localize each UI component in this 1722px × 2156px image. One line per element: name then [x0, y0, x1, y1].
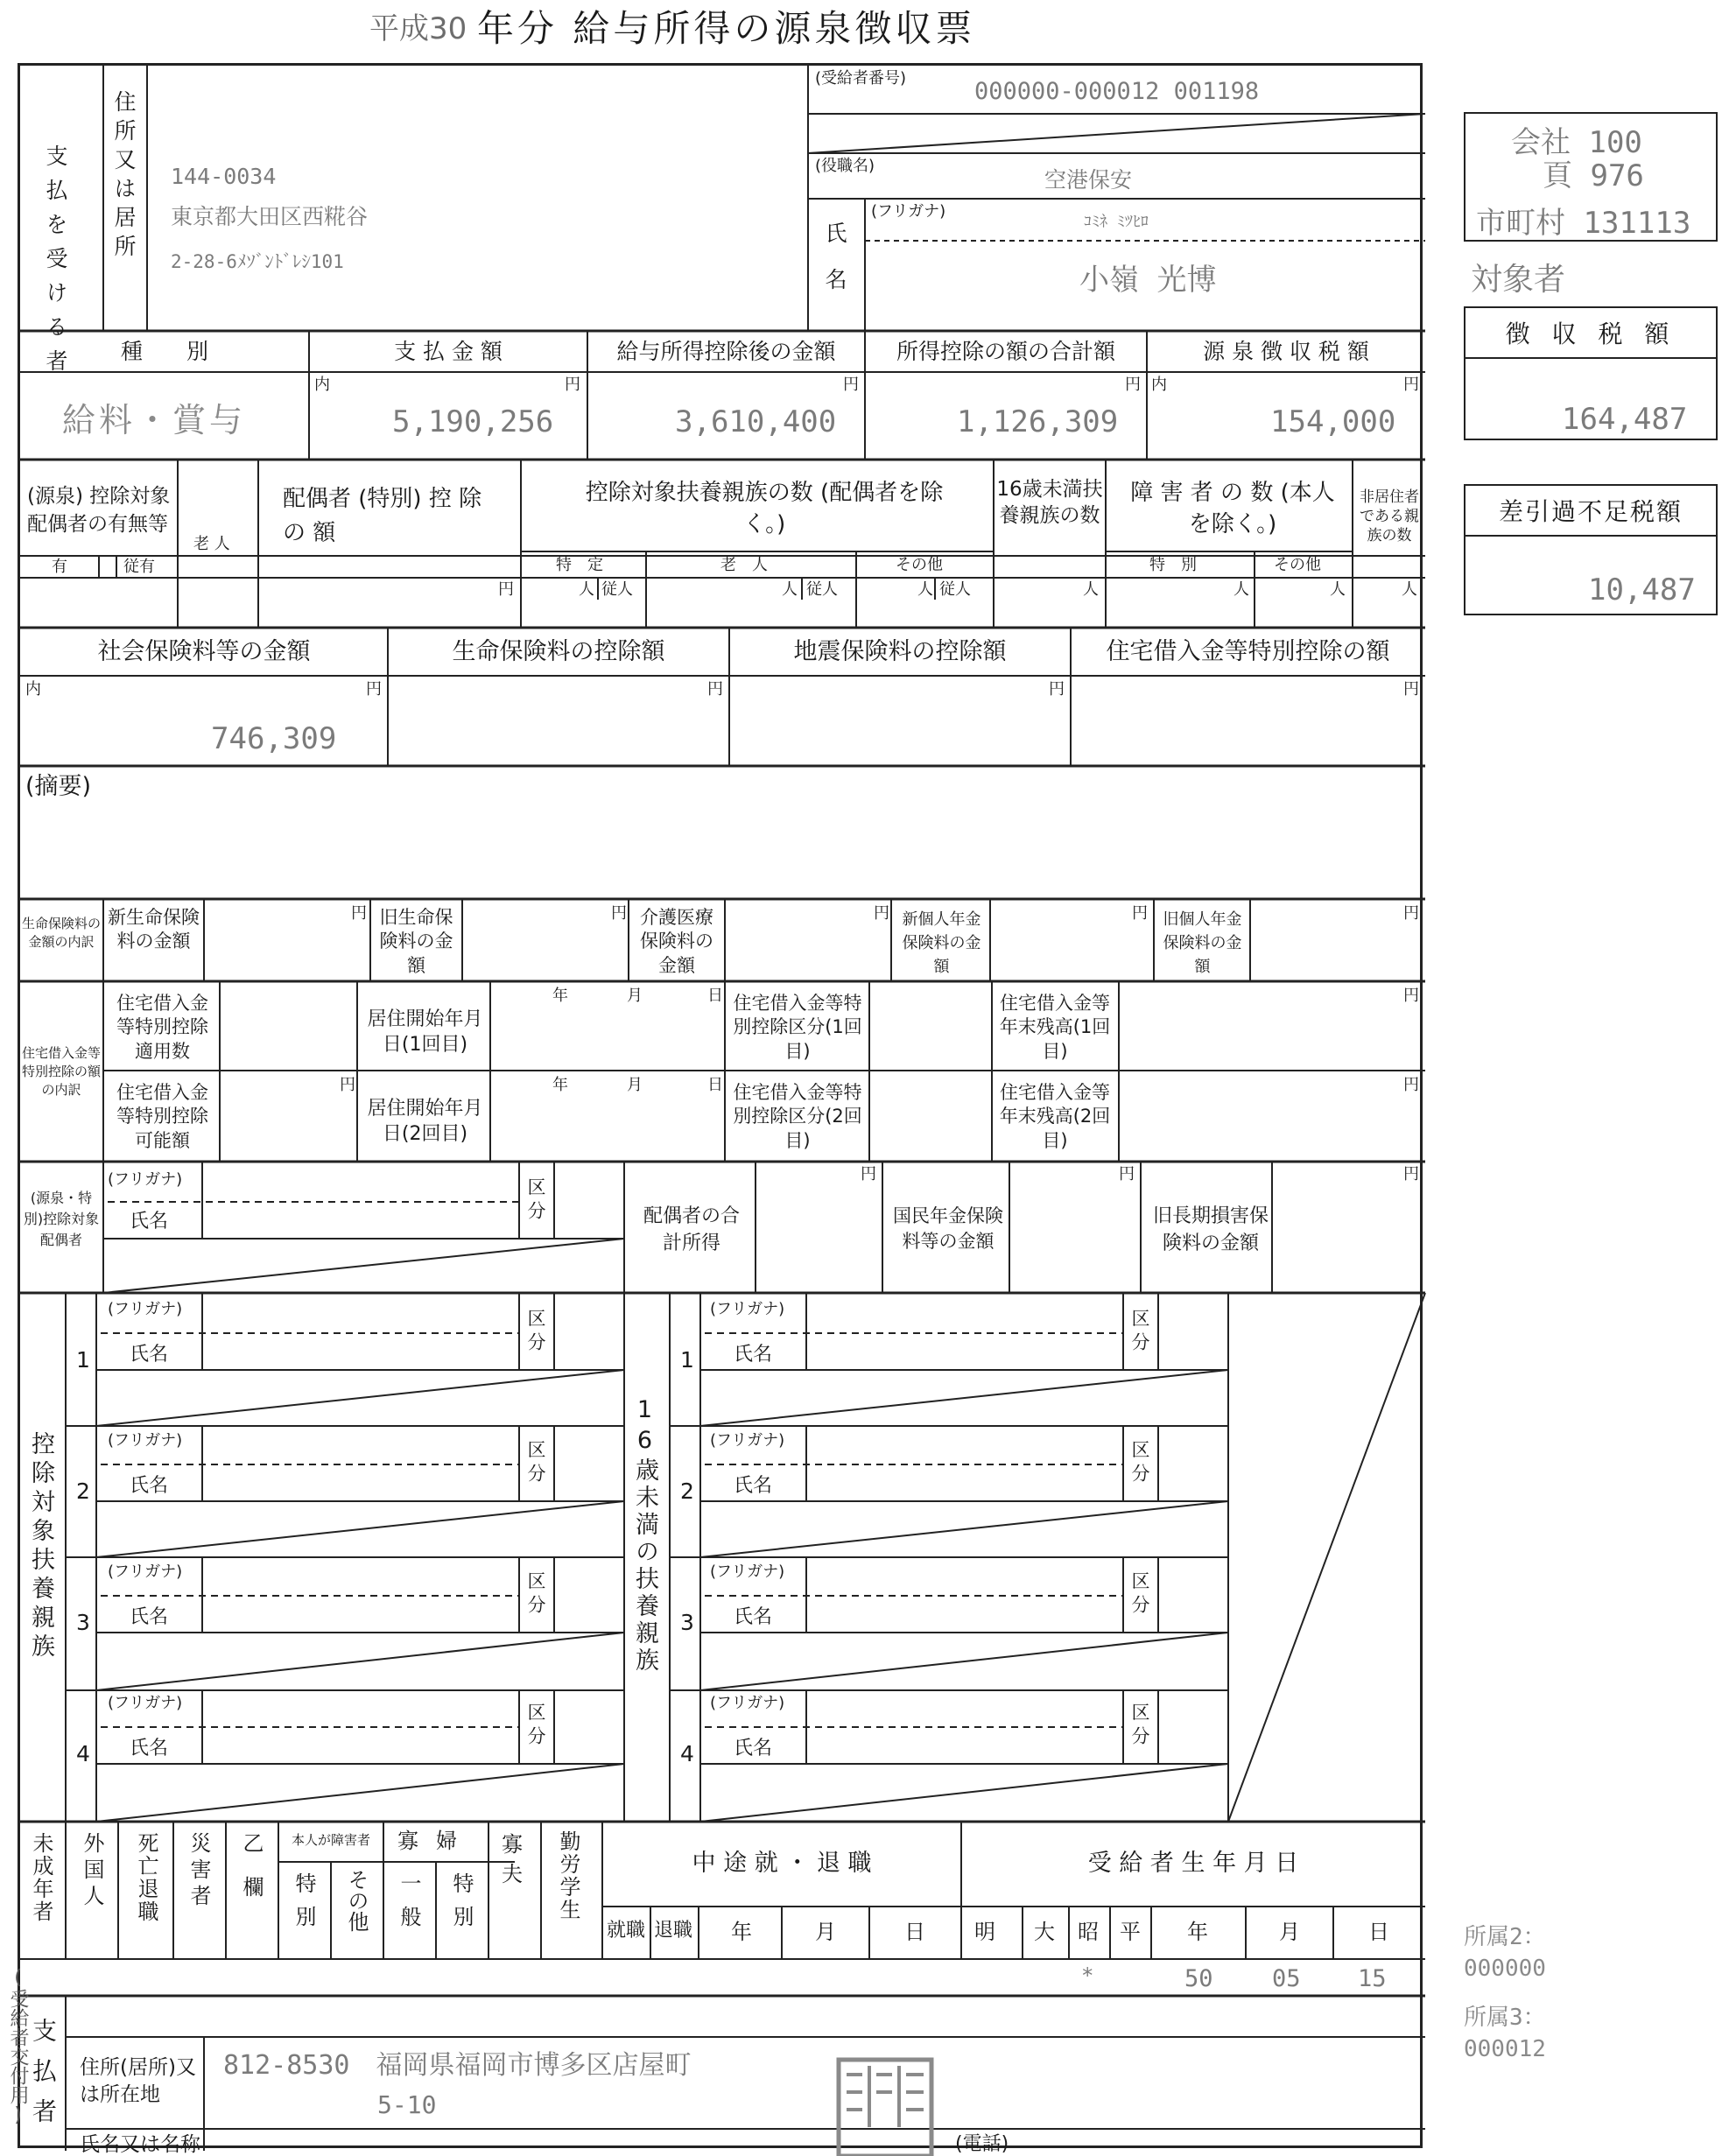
dependent-left-num-3: 3	[76, 1610, 90, 1635]
amount-payment-yen: 円	[565, 376, 580, 394]
status-disabled-head: 本人が障害者	[291, 1832, 370, 1848]
dependent-right-furigana-1: (フリガナ)	[710, 1300, 785, 1318]
status-widow-special: 特別	[449, 1872, 474, 1939]
status-midway-month: 月	[815, 1920, 836, 1944]
housing-month2: 月	[627, 1076, 643, 1094]
insurance-social-yen: 円	[366, 680, 382, 699]
side-dept2-value: 000000	[1464, 1956, 1546, 1982]
insurance-header-earthquake: 地震保険料の控除額	[793, 638, 1007, 665]
amount-after-yen: 円	[843, 376, 859, 394]
payer-label: 支払者	[29, 2018, 58, 2138]
status-birth-showa: 昭	[1078, 1920, 1099, 1944]
dependents-specific-follower: 従人	[601, 580, 633, 599]
payer-name-label: 氏名又は名称	[80, 2133, 200, 2156]
payer-phone-label: (電話)	[955, 2133, 1009, 2155]
status-birth: 受 給 者 生 年 月 日	[1087, 1850, 1299, 1877]
recipient-postal: 144-0034	[171, 164, 277, 189]
status-birth-day: 15	[1358, 1965, 1387, 1992]
status-birth-month-label: 月	[1279, 1920, 1300, 1944]
dependent-left-name-3: 氏名	[130, 1606, 169, 1628]
housing-breakdown-label: 住宅借入金等特別控除の額の内訳	[22, 1045, 102, 1098]
disabled-other-person: 人	[1330, 580, 1346, 599]
disabled-special-person: 人	[1234, 580, 1249, 599]
side-dept3-label: 所属3：	[1464, 2005, 1546, 2031]
status-otsu: 乙欄	[239, 1832, 264, 1920]
amount-header-withholding: 源 泉 徴 収 税 額	[1203, 339, 1369, 364]
status-midway-join: 就職	[607, 1920, 646, 1942]
insurance-header-social: 社会保険料等の金額	[97, 638, 311, 665]
status-widower: 寡夫	[502, 1832, 523, 1886]
status-midway-day: 日	[904, 1920, 925, 1944]
insurance-header-housing: 住宅借入金等特別控除の額	[1106, 638, 1390, 665]
life-breakdown-label: 生命保険料の金額の内訳	[22, 916, 102, 950]
spouse-deduction-yen: 円	[498, 580, 514, 599]
side-tax-label: 徴 収 税 額	[1465, 308, 1716, 359]
life-old-life-yen: 円	[611, 904, 627, 923]
dependent-left-name-1: 氏名	[130, 1344, 169, 1366]
side-code-page: 頁 976	[1543, 158, 1644, 193]
dependent-left-furigana-1: (フリガナ)	[108, 1300, 183, 1318]
dependent-right-kubun-1: 区分	[1129, 1309, 1150, 1356]
spouse-income-label: 配偶者の合計所得	[643, 1205, 741, 1254]
amount-withholding-value: 154,000	[1270, 404, 1396, 439]
payer-address-line1: 812-8530 福岡県福岡市博多区店屋町	[223, 2050, 692, 2081]
form-grid-lines	[20, 66, 1425, 2151]
status-birth-month: 05	[1272, 1965, 1301, 1992]
insurance-life-yen: 円	[707, 680, 723, 699]
dependent-right-num-2: 2	[680, 1478, 694, 1504]
dependents-old-person: 人	[782, 580, 798, 599]
housing-balance1-label: 住宅借入金等年末残高(1回目)	[999, 993, 1111, 1062]
dependent-left-kubun-1: 区分	[525, 1309, 546, 1356]
dependent-left-furigana-4: (フリガナ)	[108, 1694, 183, 1712]
status-birth-heisei: 平	[1120, 1920, 1141, 1944]
dependent-left-num-2: 2	[76, 1478, 90, 1504]
spouse-pension-label: 国民年金保険料等の金額	[893, 1205, 1003, 1253]
side-dept3-value: 000012	[1464, 2036, 1546, 2062]
life-item-new-life: 新生命保険料の金額	[108, 907, 200, 952]
side-code-company: 会社 100	[1511, 125, 1642, 160]
dependents-other-label: その他	[896, 556, 943, 574]
status-foreigner: 外国人	[80, 1832, 104, 1911]
housing-balance2-label: 住宅借入金等年末残高(2回目)	[999, 1082, 1111, 1151]
recipient-name-label: 氏名	[822, 221, 847, 314]
spouse-block-label: (源泉・特別)控除対象配偶者	[23, 1190, 100, 1248]
withholding-form	[7, 63, 1423, 2156]
status-midway: 中 途 就 ・ 退 職	[692, 1850, 872, 1877]
amount-payment-value: 5,190,256	[392, 404, 554, 439]
life-old-pension-yen: 円	[1403, 904, 1419, 923]
housing-start1-label: 居住開始年月日(1回目)	[367, 1008, 483, 1056]
spouse-kubun-label: 区分	[525, 1177, 546, 1225]
status-disabled-special: 特別	[292, 1872, 316, 1939]
spouse-old-insurance-yen: 円	[1403, 1165, 1419, 1183]
side-diff-box	[1464, 484, 1718, 615]
spouse-name-label: 氏名	[130, 1211, 169, 1233]
life-item-new-pension: 新個人年金保険料の金額	[902, 910, 981, 976]
amount-withholding-uchi: 内	[1151, 376, 1167, 394]
disabled-special-label: 特 別	[1149, 556, 1197, 574]
dependent-right-kubun-2: 区分	[1129, 1440, 1150, 1487]
dependent-right-name-1: 氏名	[734, 1344, 773, 1366]
amount-total-yen: 円	[1125, 376, 1141, 394]
side-target-label: 対象者	[1471, 262, 1566, 298]
recipient-furigana-label: (フリガナ)	[871, 202, 946, 221]
spouse-old-insurance-label: 旧長期損害保険料の金額	[1152, 1205, 1269, 1254]
status-birth-taisho: 大	[1034, 1920, 1055, 1944]
side-tax-box	[1464, 306, 1718, 440]
remarks-label: (摘要)	[25, 773, 92, 800]
dependent-right-name-2: 氏名	[734, 1475, 773, 1497]
housing-kubun1-label: 住宅借入金等特別控除区分(1回目)	[733, 993, 862, 1062]
spouse-furigana-label: (フリガナ)	[108, 1170, 183, 1189]
recipient-number: 000000-000012 001198	[974, 78, 1260, 105]
recipient-address-line2: 2-28-6ﾒｿﾞﾝﾄﾞﾚｼ101	[171, 251, 344, 272]
status-disaster: 災害者	[186, 1832, 211, 1911]
dependent-left-furigana-3: (フリガナ)	[108, 1563, 183, 1581]
spouse-yes-label: 有	[52, 558, 67, 576]
nonresident-person: 人	[1402, 580, 1417, 599]
spouse-jyu-label: 従有	[123, 558, 155, 576]
dependent-right-name-3: 氏名	[734, 1606, 773, 1628]
spouse-pension-yen: 円	[1119, 1165, 1135, 1183]
side-code-municipality: 市町村 131113	[1476, 206, 1691, 241]
dependents-other-follower: 従人	[939, 580, 971, 599]
dependent-left-name-2: 氏名	[130, 1475, 169, 1497]
recipient-address-line1: 東京都大田区西糀谷	[171, 204, 369, 229]
life-care-yen: 円	[874, 904, 889, 923]
side-diff-value: 10,487	[1588, 572, 1696, 607]
housing-applied-label: 住宅借入金等特別控除適用数	[116, 993, 208, 1062]
dependents-old-label: 老 人	[720, 556, 768, 574]
status-birth-year: 50	[1184, 1965, 1213, 1992]
housing-month1: 月	[627, 987, 643, 1005]
housing-year2: 年	[552, 1076, 568, 1094]
spouse-income-yen: 円	[861, 1165, 876, 1183]
dependent-left-kubun-3: 区分	[525, 1571, 546, 1619]
recipient-section-label: 支払を受ける者	[43, 144, 68, 383]
payer-side-text: (受給者交付用)	[7, 1967, 29, 2126]
status-birth-meiji: 明	[974, 1920, 995, 1944]
dependents-other-person: 人	[917, 580, 933, 599]
payer-address-line2: 5-10	[377, 2090, 437, 2119]
amount-header-after-deduction: 給与所得控除後の金額	[616, 339, 836, 364]
recipient-address-label: 住所又は居所	[111, 90, 137, 263]
side-tax-value: 164,487	[1562, 402, 1688, 437]
housing-balance2-yen: 円	[1403, 1076, 1419, 1094]
housing-day2: 日	[707, 1076, 723, 1094]
life-new-life-yen: 円	[351, 904, 367, 923]
title-era: 平成30	[369, 11, 467, 46]
life-item-care: 介護医療保険料の金額	[640, 907, 713, 976]
dependents-specific-label: 特 定	[556, 556, 603, 574]
under16-block-label: 16歳未満の扶養親族	[631, 1396, 658, 1675]
recipient-name-value: 小嶺 光博	[1079, 263, 1217, 298]
life-item-old-life: 旧生命保険料の金額	[379, 907, 453, 976]
insurance-header-life: 生命保険料の控除額	[452, 638, 665, 665]
housing-year1: 年	[552, 987, 568, 1005]
housing-kubun2-label: 住宅借入金等特別控除区分(2回目)	[733, 1082, 862, 1151]
housing-start2-label: 居住開始年月日(2回目)	[367, 1098, 483, 1145]
amount-header-type: 種 別	[120, 339, 208, 364]
status-minor: 未成年者	[29, 1832, 53, 1923]
dependent-right-kubun-4: 区分	[1129, 1703, 1150, 1750]
amount-withholding-yen: 円	[1403, 376, 1419, 394]
life-item-old-pension: 旧個人年金保険料の金額	[1163, 910, 1242, 976]
dependent-left-kubun-4: 区分	[525, 1703, 546, 1750]
housing-day1: 日	[707, 987, 723, 1005]
dependent-right-name-4: 氏名	[734, 1738, 773, 1759]
dependents-block-label: 控除対象扶養親族	[27, 1431, 54, 1662]
side-diff-label: 差引過不足税額	[1465, 486, 1716, 537]
spouse-existence-label: (源泉) 控除対象配偶者の有無等	[27, 485, 171, 537]
payer-company-seal	[836, 2057, 934, 2127]
dependents-specific-person: 人	[579, 580, 594, 599]
housing-possible-label: 住宅借入金等特別控除可能額	[116, 1082, 208, 1151]
status-birth-day-label: 日	[1368, 1920, 1389, 1944]
payer-address-label: 住所(居所)又は所在地	[80, 2056, 196, 2107]
amount-header-total-deductions: 所得控除の額の合計額	[896, 339, 1115, 364]
status-disabled-other: その他	[344, 1869, 369, 1932]
recipient-number-label: (受給者番号)	[815, 69, 907, 88]
insurance-social-uchi: 内	[25, 680, 41, 699]
dependent-right-furigana-3: (フリガナ)	[710, 1563, 785, 1581]
housing-balance1-yen: 円	[1403, 987, 1419, 1005]
nonresident-label: 非居住者である親族の数	[1360, 488, 1419, 545]
life-new-pension-yen: 円	[1132, 904, 1148, 923]
under16-count-label: 16歳未満扶養親族の数	[996, 478, 1103, 527]
status-midway-leave: 退職	[654, 1920, 693, 1942]
status-widow-general: 一般	[397, 1872, 421, 1939]
dependent-right-furigana-4: (フリガナ)	[710, 1694, 785, 1712]
status-midway-year: 年	[731, 1920, 752, 1944]
dependents-old-follower: 従人	[806, 580, 838, 599]
dependent-left-num-1: 1	[76, 1347, 90, 1373]
insurance-earthquake-yen: 円	[1049, 680, 1065, 699]
recipient-title-value: 空港保安	[1044, 167, 1133, 193]
recipient-title-label: (役職名)	[815, 157, 875, 175]
insurance-social-value: 746,309	[211, 721, 337, 756]
amount-after-deduction-value: 3,610,400	[675, 404, 837, 439]
dependent-right-kubun-3: 区分	[1129, 1571, 1150, 1619]
amount-payment-uchi: 内	[314, 376, 330, 394]
dependents-count-label: 控除対象扶養親族の数 (配偶者を除く。)	[585, 480, 944, 538]
recipient-furigana-value: ｺﾐﾈ ﾐﾂﾋﾛ	[1084, 213, 1149, 231]
dependent-right-furigana-2: (フリガナ)	[710, 1431, 785, 1450]
status-working-student: 勤労学生	[556, 1830, 580, 1921]
dependent-left-name-4: 氏名	[130, 1738, 169, 1759]
disabled-count-label: 障 害 者 の 数 (本人を除く。)	[1130, 480, 1335, 538]
spouse-elderly-label: 老 人	[193, 535, 230, 553]
side-dept2-label: 所属2：	[1464, 1924, 1546, 1950]
amount-type-value: 給料・賞与	[62, 401, 247, 439]
dependent-right-num-3: 3	[680, 1610, 694, 1635]
dependent-left-kubun-2: 区分	[525, 1440, 546, 1487]
status-widow-head: 寡婦	[397, 1829, 474, 1853]
housing-possible-yen: 円	[340, 1076, 355, 1094]
under16-person: 人	[1083, 580, 1099, 599]
disabled-other-label: その他	[1274, 556, 1321, 574]
amount-header-payment: 支 払 金 額	[394, 339, 503, 364]
status-birth-star: *	[1081, 1963, 1094, 1988]
spouse-deduction-label: 配偶者 (特別) 控 除 の 額	[283, 486, 482, 546]
status-death-retirement: 死亡退職	[134, 1832, 158, 1923]
dependent-right-num-4: 4	[680, 1741, 694, 1766]
amount-total-deductions-value: 1,126,309	[957, 404, 1119, 439]
side-code-box	[1464, 112, 1718, 242]
insurance-housing-yen: 円	[1403, 680, 1419, 699]
dependent-right-num-1: 1	[680, 1347, 694, 1373]
status-birth-year-label: 年	[1187, 1920, 1208, 1944]
dependent-left-furigana-2: (フリガナ)	[108, 1431, 183, 1450]
dependent-left-num-4: 4	[76, 1741, 90, 1766]
page-title: 年分 給与所得の源泉徴収票	[477, 7, 976, 50]
